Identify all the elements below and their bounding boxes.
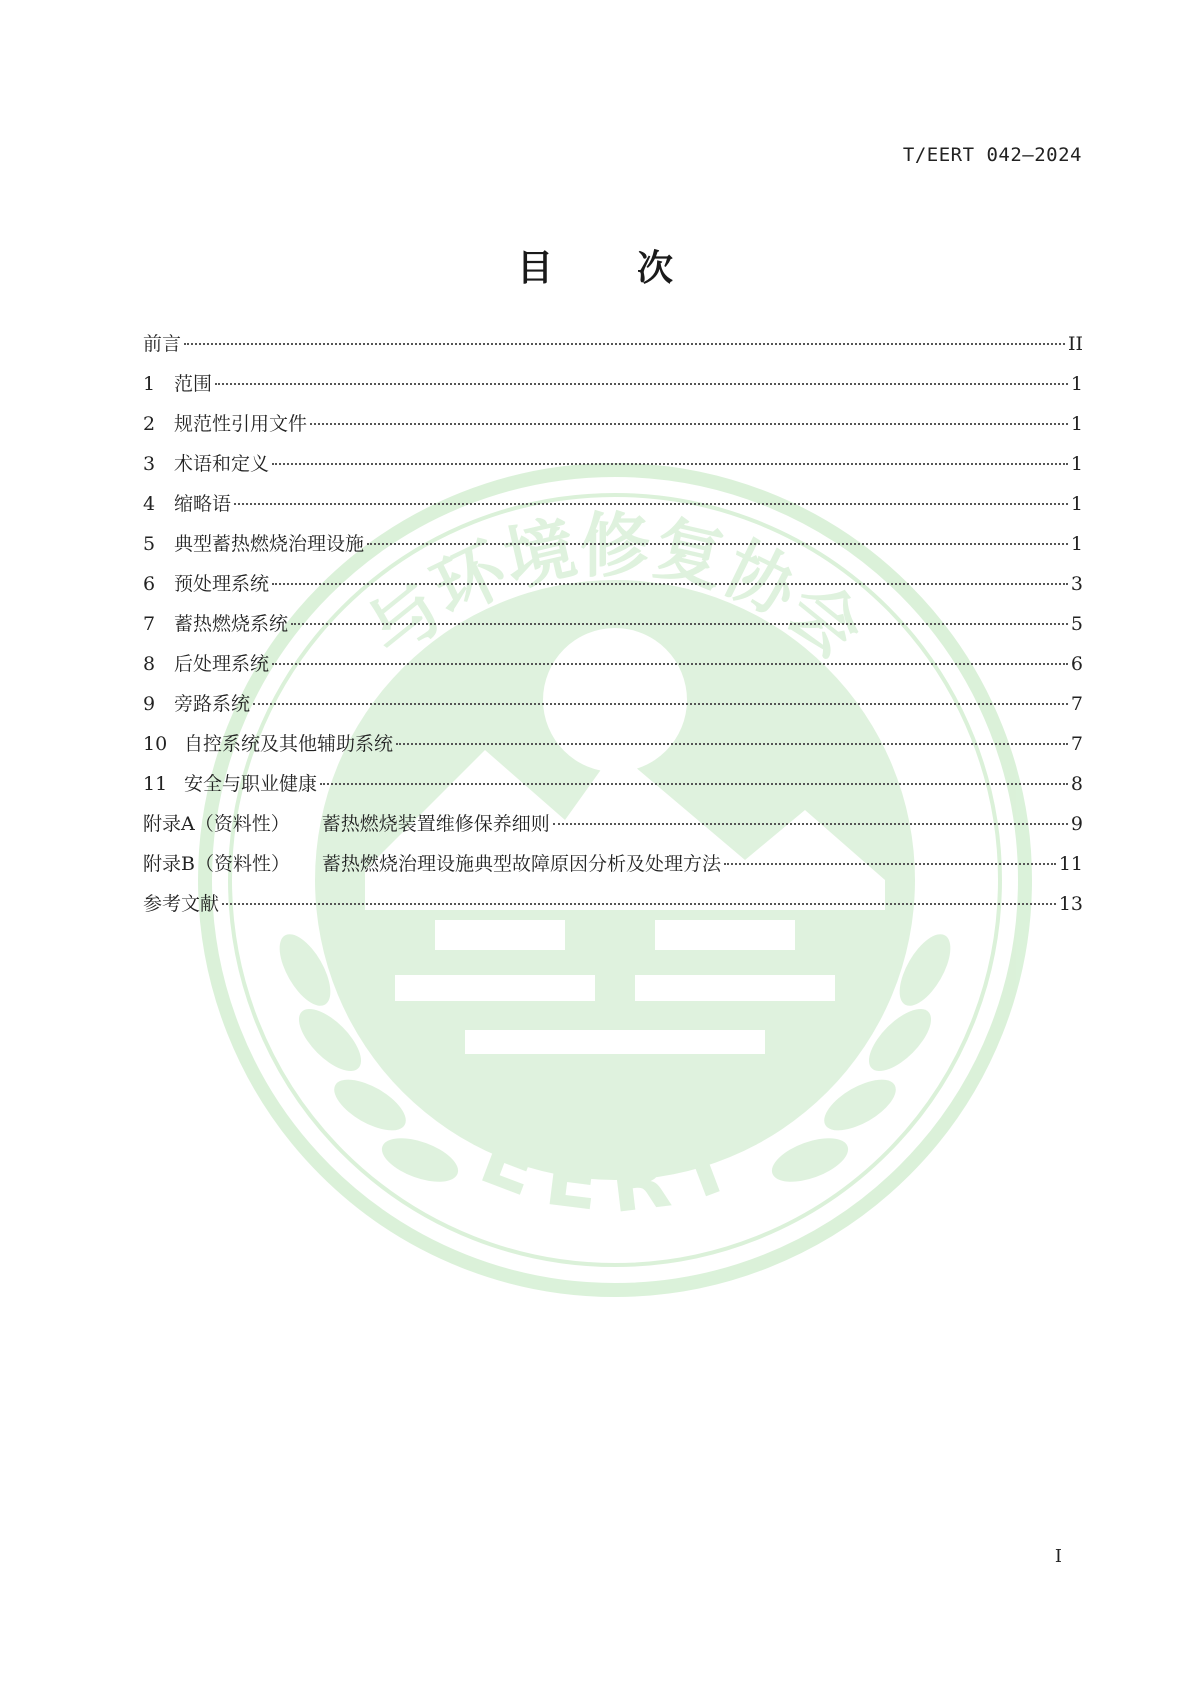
toc-entry[interactable] — [143, 404, 1083, 444]
toc-entry[interactable] — [143, 804, 1083, 844]
toc-entry-label: 后处理系统 — [174, 653, 270, 675]
toc-entry-page: 1 — [1070, 413, 1083, 435]
toc-entry-page: 8 — [1070, 773, 1083, 795]
toc-entry-label: 术语和定义 — [174, 453, 270, 475]
toc-entry-page: 11 — [1058, 853, 1083, 875]
toc-leader-dots — [310, 423, 1068, 425]
toc-entry-label: 前言 — [143, 333, 182, 355]
toc-entry-label: 规范性引用文件 — [174, 413, 308, 435]
toc-entry-page: 13 — [1058, 893, 1083, 915]
toc-entry-number: 附录A（资料性） — [143, 813, 290, 835]
toc-entry[interactable] — [143, 484, 1083, 524]
toc-entry-page: 6 — [1070, 653, 1083, 675]
toc-entry[interactable] — [143, 364, 1083, 404]
toc-entry-number: 2 — [143, 413, 156, 435]
toc-entry-page: 1 — [1070, 453, 1083, 475]
toc-entry[interactable] — [143, 684, 1083, 724]
toc-entry-label: 自控系统及其他辅助系统 — [184, 733, 394, 755]
toc-entry-label: 蓄热燃烧系统 — [174, 613, 289, 635]
toc-entry[interactable] — [143, 564, 1083, 604]
toc-entry-page: 7 — [1070, 733, 1083, 755]
toc-entry-page: 1 — [1070, 533, 1083, 555]
toc-leader-dots — [724, 863, 1056, 865]
toc-entry-number: 9 — [143, 693, 156, 715]
toc-entry-label: 旁路系统 — [174, 693, 251, 715]
toc-entry-label: 典型蓄热燃烧治理设施 — [174, 533, 365, 555]
toc-leader-dots — [272, 583, 1068, 585]
toc-leader-dots — [222, 903, 1056, 905]
toc-entry-number: 4 — [143, 493, 156, 515]
toc-leader-dots — [272, 663, 1068, 665]
document-code: T/EERT 042—2024 — [902, 144, 1082, 166]
toc-entry-page: 7 — [1070, 693, 1083, 715]
toc-entry-page: 5 — [1070, 613, 1083, 635]
toc-title — [0, 240, 1190, 291]
toc-leader-dots — [234, 503, 1068, 505]
toc-leader-dots — [553, 823, 1068, 825]
toc-leader-dots — [253, 703, 1068, 705]
toc-entry-number: 5 — [143, 533, 156, 555]
toc-leader-dots — [184, 343, 1065, 345]
toc-leader-dots — [291, 623, 1068, 625]
toc-entry-number: 11 — [143, 773, 168, 795]
toc-entry-label: 参考文献 — [143, 893, 220, 915]
toc-entry-number: 3 — [143, 453, 156, 475]
toc-entry[interactable] — [143, 444, 1083, 484]
toc-entry[interactable] — [143, 884, 1083, 924]
toc-entry-label: 缩略语 — [174, 493, 232, 515]
toc-entry-number: 附录B（资料性） — [143, 853, 290, 875]
toc-leader-dots — [320, 783, 1068, 785]
toc-entry[interactable] — [143, 524, 1083, 564]
watermark-arc-text: 与环境修复协会 — [351, 504, 879, 674]
toc-entry-number: 7 — [143, 613, 156, 635]
toc-entry[interactable] — [143, 324, 1083, 364]
toc-entry-page: 9 — [1070, 813, 1083, 835]
toc-entry[interactable] — [143, 644, 1083, 684]
toc-entry-number: 6 — [143, 573, 156, 595]
toc-entry-page: II — [1067, 333, 1083, 355]
toc-entry[interactable] — [143, 724, 1083, 764]
toc-leader-dots — [396, 743, 1068, 745]
toc-leader-dots — [272, 463, 1068, 465]
toc-entry[interactable] — [143, 604, 1083, 644]
toc-entry-label: 蓄热燃烧装置维修保养细则 — [321, 813, 550, 835]
toc-entry-number: 8 — [143, 653, 156, 675]
toc-entry-label: 蓄热燃烧治理设施典型故障原因分析及处理方法 — [321, 853, 721, 875]
toc-entry-page: 1 — [1070, 493, 1083, 515]
toc-entry-number: 1 — [143, 373, 156, 395]
toc-entry[interactable] — [143, 844, 1083, 884]
toc-entry-page: 3 — [1070, 573, 1083, 595]
toc-entry-label: 预处理系统 — [174, 573, 270, 595]
page-number: I — [1054, 1546, 1062, 1567]
toc-entry[interactable] — [143, 764, 1083, 804]
toc-entry-label: 范围 — [174, 373, 213, 395]
toc-leader-dots — [215, 383, 1068, 385]
toc-entry-label: 安全与职业健康 — [184, 773, 318, 795]
watermark-bottom-text: EERT — [468, 1111, 762, 1232]
toc-leader-dots — [367, 543, 1068, 545]
toc-title-char-2: 次 — [637, 248, 674, 289]
table-of-contents — [143, 324, 1083, 924]
toc-title-char-1: 目 — [516, 248, 553, 289]
toc-entry-number: 10 — [143, 733, 168, 755]
toc-entry-page: 1 — [1070, 373, 1083, 395]
